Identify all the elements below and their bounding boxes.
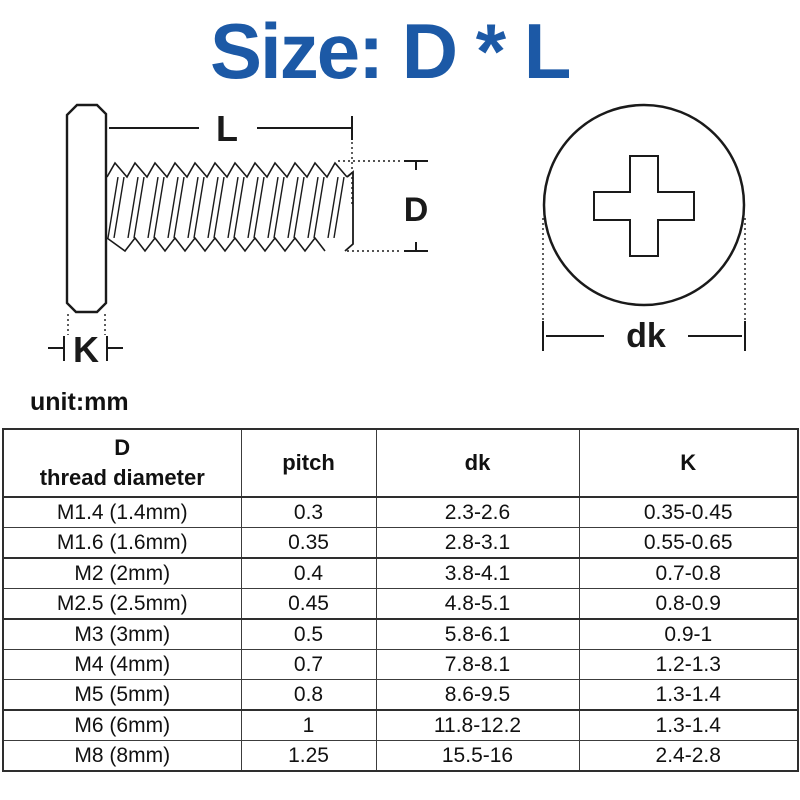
label-dk: dk	[626, 317, 666, 355]
cell-k: 0.35-0.45	[579, 497, 798, 528]
cell-thread-diameter: M1.6 (1.6mm)	[3, 528, 241, 559]
cell-dk: 2.8-3.1	[376, 528, 579, 559]
table-row	[3, 680, 798, 711]
thread-flanks	[107, 177, 347, 238]
cell-pitch: 0.5	[241, 619, 376, 650]
cell-dk: 7.8-8.1	[376, 650, 579, 680]
cell-k: 2.4-2.8	[579, 741, 798, 772]
table-row	[3, 619, 798, 650]
table-row	[3, 650, 798, 680]
cell-k: 0.55-0.65	[579, 528, 798, 559]
cell-k: 0.8-0.9	[579, 589, 798, 620]
cell-thread-diameter: M6 (6mm)	[3, 710, 241, 741]
screw-side-view	[48, 105, 428, 361]
cell-k: 1.3-1.4	[579, 680, 798, 711]
head-circle	[544, 105, 744, 305]
cell-k: 1.2-1.3	[579, 650, 798, 680]
cell-thread-diameter: M4 (4mm)	[3, 650, 241, 680]
cell-k: 1.3-1.4	[579, 710, 798, 741]
label-K: K	[73, 329, 99, 370]
cell-thread-diameter: M8 (8mm)	[3, 741, 241, 772]
table-row	[3, 558, 798, 589]
header-d-symbol: D	[114, 435, 131, 461]
table-row	[3, 741, 798, 772]
cell-dk: 5.8-6.1	[376, 619, 579, 650]
spec-table	[2, 428, 799, 772]
table-row	[3, 528, 798, 559]
screw-top-view	[543, 105, 745, 351]
cell-dk: 4.8-5.1	[376, 589, 579, 620]
thread-teeth-top	[107, 163, 347, 177]
cell-pitch: 1	[241, 710, 376, 741]
cell-pitch: 0.3	[241, 497, 376, 528]
cell-thread-diameter: M2 (2mm)	[3, 558, 241, 589]
cell-pitch: 0.7	[241, 650, 376, 680]
cell-dk: 11.8-12.2	[376, 710, 579, 741]
cell-dk: 15.5-16	[376, 741, 579, 772]
screw-head-outline	[67, 105, 106, 312]
header-row	[3, 429, 798, 497]
screw-diagram	[0, 0, 800, 392]
label-L: L	[216, 108, 238, 149]
header-pitch: pitch	[241, 429, 376, 497]
cell-thread-diameter: M5 (5mm)	[3, 680, 241, 711]
cell-pitch: 1.25	[241, 741, 376, 772]
cell-k: 0.7-0.8	[579, 558, 798, 589]
header-dk: dk	[376, 429, 579, 497]
thread-teeth-bottom	[107, 238, 325, 251]
cell-k: 0.9-1	[579, 619, 798, 650]
header-k: K	[579, 429, 798, 497]
cell-thread-diameter: M2.5 (2.5mm)	[3, 589, 241, 620]
unit-label: unit:mm	[30, 388, 129, 416]
header-thread-diameter	[3, 429, 241, 497]
header-d-caption: thread diameter	[39, 465, 205, 490]
cell-dk: 8.6-9.5	[376, 680, 579, 711]
size-title: Size: D * L	[210, 7, 570, 95]
label-D: D	[403, 191, 429, 229]
cell-pitch: 0.8	[241, 680, 376, 711]
cell-pitch: 0.35	[241, 528, 376, 559]
cell-pitch: 0.45	[241, 589, 376, 620]
table-row	[3, 589, 798, 620]
cell-pitch: 0.4	[241, 558, 376, 589]
cell-dk: 3.8-4.1	[376, 558, 579, 589]
table-row	[3, 497, 798, 528]
cell-dk: 2.3-2.6	[376, 497, 579, 528]
cell-thread-diameter: M3 (3mm)	[3, 619, 241, 650]
cell-thread-diameter: M1.4 (1.4mm)	[3, 497, 241, 528]
table-row	[3, 710, 798, 741]
